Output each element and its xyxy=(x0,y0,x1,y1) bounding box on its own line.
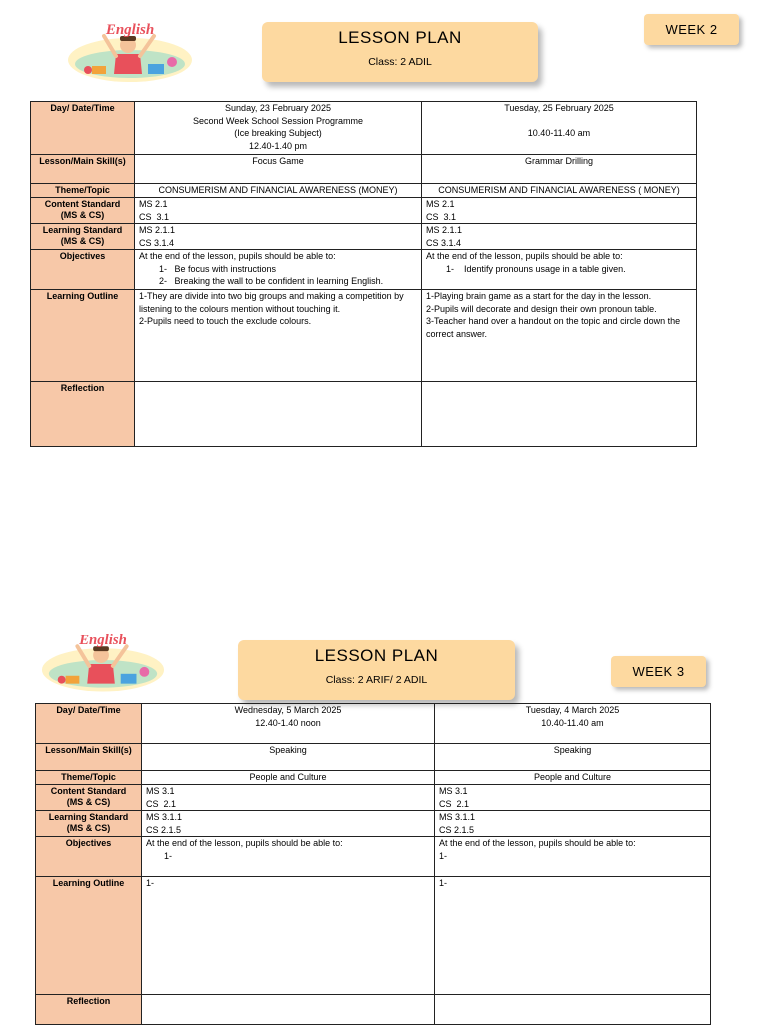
standard-line: MS 3.1.1 xyxy=(146,812,183,822)
objective-line: At the end of the lesson, pupils should be able to: xyxy=(426,251,623,261)
reflection-cell xyxy=(422,382,697,447)
table-row xyxy=(31,155,697,184)
outline-line: 2-Pupils need to touch the exclude colours. xyxy=(139,316,312,326)
content-standard-header xyxy=(31,198,135,224)
standard-line: CS 3.1 xyxy=(139,211,170,222)
date-line: (Ice breaking Subject) xyxy=(234,128,322,138)
header-line: (MS & CS) xyxy=(60,210,105,220)
learning-outline-cell xyxy=(422,290,697,382)
objective-line: 2- Breaking the wall to be confident in learning English. xyxy=(159,276,384,286)
learning-standard-header xyxy=(31,224,135,250)
objectives-header: Objectives xyxy=(31,250,135,290)
content-standard-header xyxy=(36,785,142,811)
date-line: 10.40-11.40 am xyxy=(527,128,591,138)
skill-cell: Grammar Drilling xyxy=(422,155,697,184)
date-line: Tuesday, 25 February 2025 xyxy=(504,103,614,113)
learning-outline-cell xyxy=(135,290,422,382)
date-line: Tuesday, 4 March 2025 xyxy=(525,705,620,715)
learning-outline-header: Learning Outline xyxy=(31,290,135,382)
table-row xyxy=(31,382,697,447)
reflection-cell xyxy=(142,995,435,1025)
outline-line: 2-Pupils will decorate and design their own pronoun table. xyxy=(426,303,657,314)
table-row xyxy=(36,785,711,811)
header-line: (MS & CS) xyxy=(66,823,111,833)
objectives-cell xyxy=(135,250,422,290)
table-row xyxy=(36,771,711,785)
week-badge: WEEK 2 xyxy=(644,14,739,45)
theme-cell: CONSUMERISM AND FINANCIAL AWARENESS ( MONEY) xyxy=(422,184,697,198)
theme-topic-header: Theme/Topic xyxy=(36,771,142,785)
table-row xyxy=(31,102,697,155)
class-label: Class: 2 ADIL xyxy=(368,56,432,68)
date-line: Wednesday, 5 March 2025 xyxy=(234,705,342,715)
objective-line: 1- Be focus with instructions xyxy=(159,263,277,274)
table-row xyxy=(36,837,711,877)
outline-line: 1- xyxy=(439,878,448,888)
objectives-cell xyxy=(435,837,711,877)
skill-cell: Speaking xyxy=(142,744,435,771)
standard-line: CS 2.1 xyxy=(439,798,470,809)
objectives-cell xyxy=(142,837,435,877)
date-line: Second Week School Session Programme xyxy=(193,115,363,126)
header-line: Content Standard xyxy=(44,199,121,209)
date-cell xyxy=(435,704,711,744)
outline-line: 1-They are divide into two big groups and making a competition by listening to the colours mention without touching it. xyxy=(139,291,404,314)
standard-line: CS 3.1 xyxy=(426,211,457,222)
objective-line: 1- xyxy=(164,850,173,861)
objective-line: 1- xyxy=(439,850,448,861)
standard-line: CS 3.1.4 xyxy=(426,237,462,248)
content-standard-cell xyxy=(135,198,422,224)
lesson-plan-table xyxy=(35,703,711,1025)
date-line: Sunday, 23 February 2025 xyxy=(225,103,331,113)
table-row xyxy=(31,184,697,198)
date-line: 10.40-11.40 am xyxy=(541,717,604,728)
objective-line: At the end of the lesson, pupils should be able to: xyxy=(139,251,336,261)
table-row xyxy=(36,811,711,837)
objectives-cell xyxy=(422,250,697,290)
week-badge: WEEK 3 xyxy=(611,656,706,687)
content-standard-cell xyxy=(142,785,435,811)
date-cell xyxy=(135,102,422,155)
table-row xyxy=(31,250,697,290)
header-line: (MS & CS) xyxy=(60,236,105,246)
reflection-cell xyxy=(135,382,422,447)
learning-standard-cell xyxy=(422,224,697,250)
objective-line: At the end of the lesson, pupils should be able to: xyxy=(439,838,636,848)
learning-standard-cell xyxy=(435,811,711,837)
table-row xyxy=(36,744,711,771)
day-date-time-header: Day/ Date/Time xyxy=(36,704,142,744)
day-date-time-header: Day/ Date/Time xyxy=(31,102,135,155)
reflection-header: Reflection xyxy=(36,995,142,1025)
class-label: Class: 2 ARIF/ 2 ADIL xyxy=(325,674,428,686)
skill-cell: Focus Game xyxy=(135,155,422,184)
outline-line: 1- xyxy=(146,878,155,888)
learning-standard-cell xyxy=(142,811,435,837)
table-row xyxy=(31,198,697,224)
standard-line: MS 2.1.1 xyxy=(426,225,463,235)
date-line: 12.40-1.40 pm xyxy=(248,140,308,151)
learning-standard-header xyxy=(36,811,142,837)
header-line: (MS & CS) xyxy=(66,797,111,807)
lesson-plan-title-box xyxy=(238,640,515,700)
date-cell xyxy=(142,704,435,744)
skill-cell: Speaking xyxy=(435,744,711,771)
standard-line: MS 2.1.1 xyxy=(139,225,176,235)
main-skill-header: Lesson/Main Skill(s) xyxy=(36,744,142,771)
objectives-header: Objectives xyxy=(36,837,142,877)
lesson-plan-title-box xyxy=(262,22,538,82)
learning-outline-header: Learning Outline xyxy=(36,877,142,995)
learning-outline-cell xyxy=(142,877,435,995)
main-skill-header: Lesson/Main Skill(s) xyxy=(31,155,135,184)
standard-line: MS 2.1 xyxy=(139,199,168,209)
header-line: Learning Standard xyxy=(42,225,123,235)
standard-line: MS 3.1 xyxy=(439,786,468,796)
logo-text: English xyxy=(79,632,127,649)
english-logo xyxy=(38,628,168,694)
standard-line: CS 2.1.5 xyxy=(439,824,475,835)
table-row xyxy=(36,877,711,995)
date-line xyxy=(426,115,692,128)
table-row xyxy=(31,224,697,250)
table-row xyxy=(36,704,711,744)
theme-cell: People and Culture xyxy=(435,771,711,785)
english-logo xyxy=(64,18,196,84)
standard-line: MS 2.1 xyxy=(426,199,455,209)
standard-line: CS 3.1.4 xyxy=(139,237,175,248)
reflection-cell xyxy=(435,995,711,1025)
header-line: Learning Standard xyxy=(48,812,129,822)
objective-line: At the end of the lesson, pupils should be able to: xyxy=(146,838,343,848)
outline-line: 1-Playing brain game as a start for the day in the lesson. xyxy=(426,291,652,301)
theme-cell: People and Culture xyxy=(142,771,435,785)
page-title: LESSON PLAN xyxy=(338,28,462,47)
standard-line: CS 2.1 xyxy=(146,798,177,809)
learning-standard-cell xyxy=(135,224,422,250)
theme-cell: CONSUMERISM AND FINANCIAL AWARENESS (MONEY) xyxy=(135,184,422,198)
page-title: LESSON PLAN xyxy=(314,646,439,665)
standard-line: MS 3.1.1 xyxy=(439,812,476,822)
content-standard-cell xyxy=(422,198,697,224)
date-cell xyxy=(422,102,697,155)
logo-text: English xyxy=(105,22,155,38)
lesson-plan-table xyxy=(30,101,697,447)
reflection-header: Reflection xyxy=(31,382,135,447)
objective-line: 1- Identify pronouns usage in a table given. xyxy=(446,263,626,274)
outline-line: 3-Teacher hand over a handout on the topic and circle down the correct answer. xyxy=(426,316,681,339)
table-row xyxy=(31,290,697,382)
theme-topic-header: Theme/Topic xyxy=(31,184,135,198)
learning-outline-cell xyxy=(435,877,711,995)
standard-line: CS 2.1.5 xyxy=(146,824,182,835)
standard-line: MS 3.1 xyxy=(146,786,175,796)
table-row xyxy=(36,995,711,1025)
content-standard-cell xyxy=(435,785,711,811)
header-line: Content Standard xyxy=(50,786,127,796)
date-line: 12.40-1.40 noon xyxy=(255,717,321,728)
